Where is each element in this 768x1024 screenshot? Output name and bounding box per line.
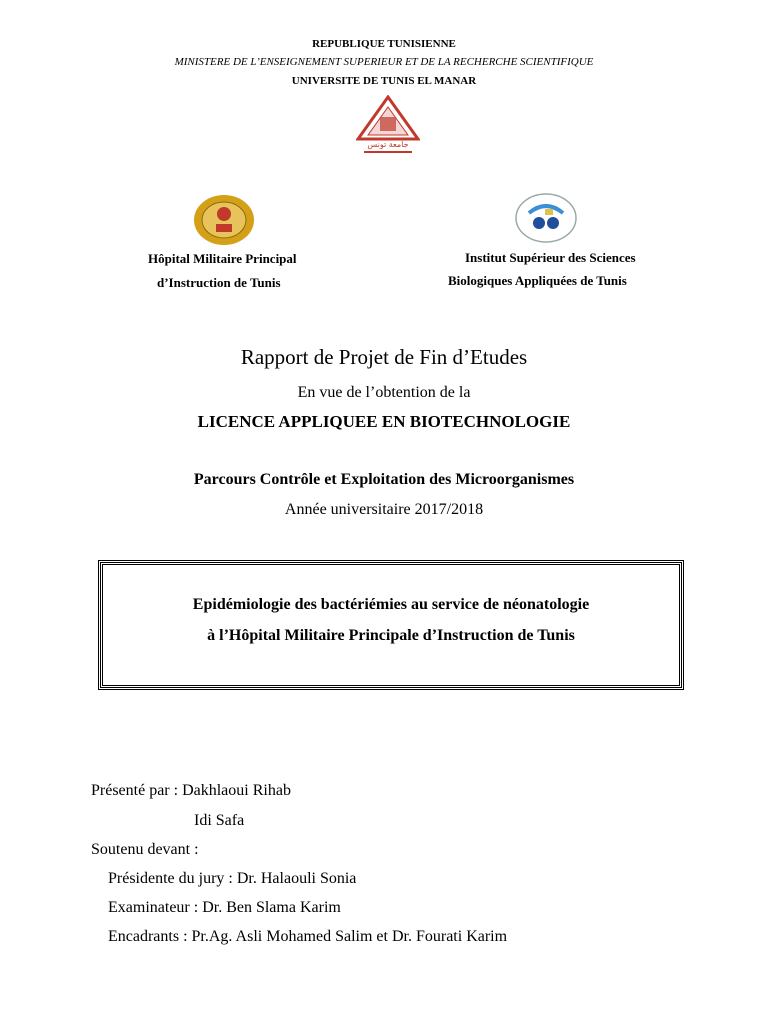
thesis-title-line1: Epidémiologie des bactériémies au service de néonatologie	[192, 596, 590, 613]
track-title: Parcours Contrôle et Exploitation des Microorganismes	[193, 471, 575, 488]
thesis-title-box	[98, 560, 684, 690]
second-author: Idi Safa	[194, 812, 245, 829]
jury-president: Présidente du jury : Dr. Halaouli Sonia	[108, 870, 357, 887]
supervisors: Encadrants : Pr.Ag. Asli Mohamed Salim et Dr. Fourati Karim	[108, 928, 508, 945]
ministry-heading: MINISTERE DE L’ENSEIGNEMENT SUPERIEUR ET DE LA RECHERCHE SCIENTIFIQUE	[174, 56, 594, 68]
defended-before: Soutenu devant :	[91, 841, 199, 858]
thesis-title-line2: à l’Hôpital Militaire Principale d’Instruction de Tunis	[207, 627, 575, 644]
presented-by: Présenté par : Dakhlaoui Rihab	[91, 782, 291, 799]
hospital-name-line2: d’Instruction de Tunis	[157, 275, 281, 290]
jury-examiner: Examinateur : Dr. Ben Slama Karim	[108, 899, 341, 916]
svg-text:ﺟﺎﻣﻌﺔ ﺗﻮﻧﺲ: ﺟﺎﻣﻌﺔ ﺗﻮﻧﺲ	[367, 140, 409, 149]
institute-logo-icon	[515, 193, 578, 243]
institute-name-line1: Institut Supérieur des Sciences	[465, 250, 636, 265]
degree-title: LICENCE APPLIQUEE EN BIOTECHNOLOGIE	[197, 412, 571, 431]
hospital-emblem-icon	[193, 194, 255, 246]
report-title: Rapport de Projet de Fin d’Etudes	[240, 345, 528, 369]
university-heading: UNIVERSITE DE TUNIS EL MANAR	[291, 75, 477, 87]
report-subtitle: En vue de l’obtention de la	[297, 384, 471, 401]
university-logo	[356, 95, 420, 157]
academic-year: Année universitaire 2017/2018	[284, 501, 484, 518]
institute-name-line2: Biologiques Appliquées de Tunis	[448, 273, 627, 288]
hospital-name-line1: Hôpital Militaire Principal	[148, 251, 297, 266]
republic-heading: REPUBLIQUE TUNISIENNE	[312, 38, 456, 50]
